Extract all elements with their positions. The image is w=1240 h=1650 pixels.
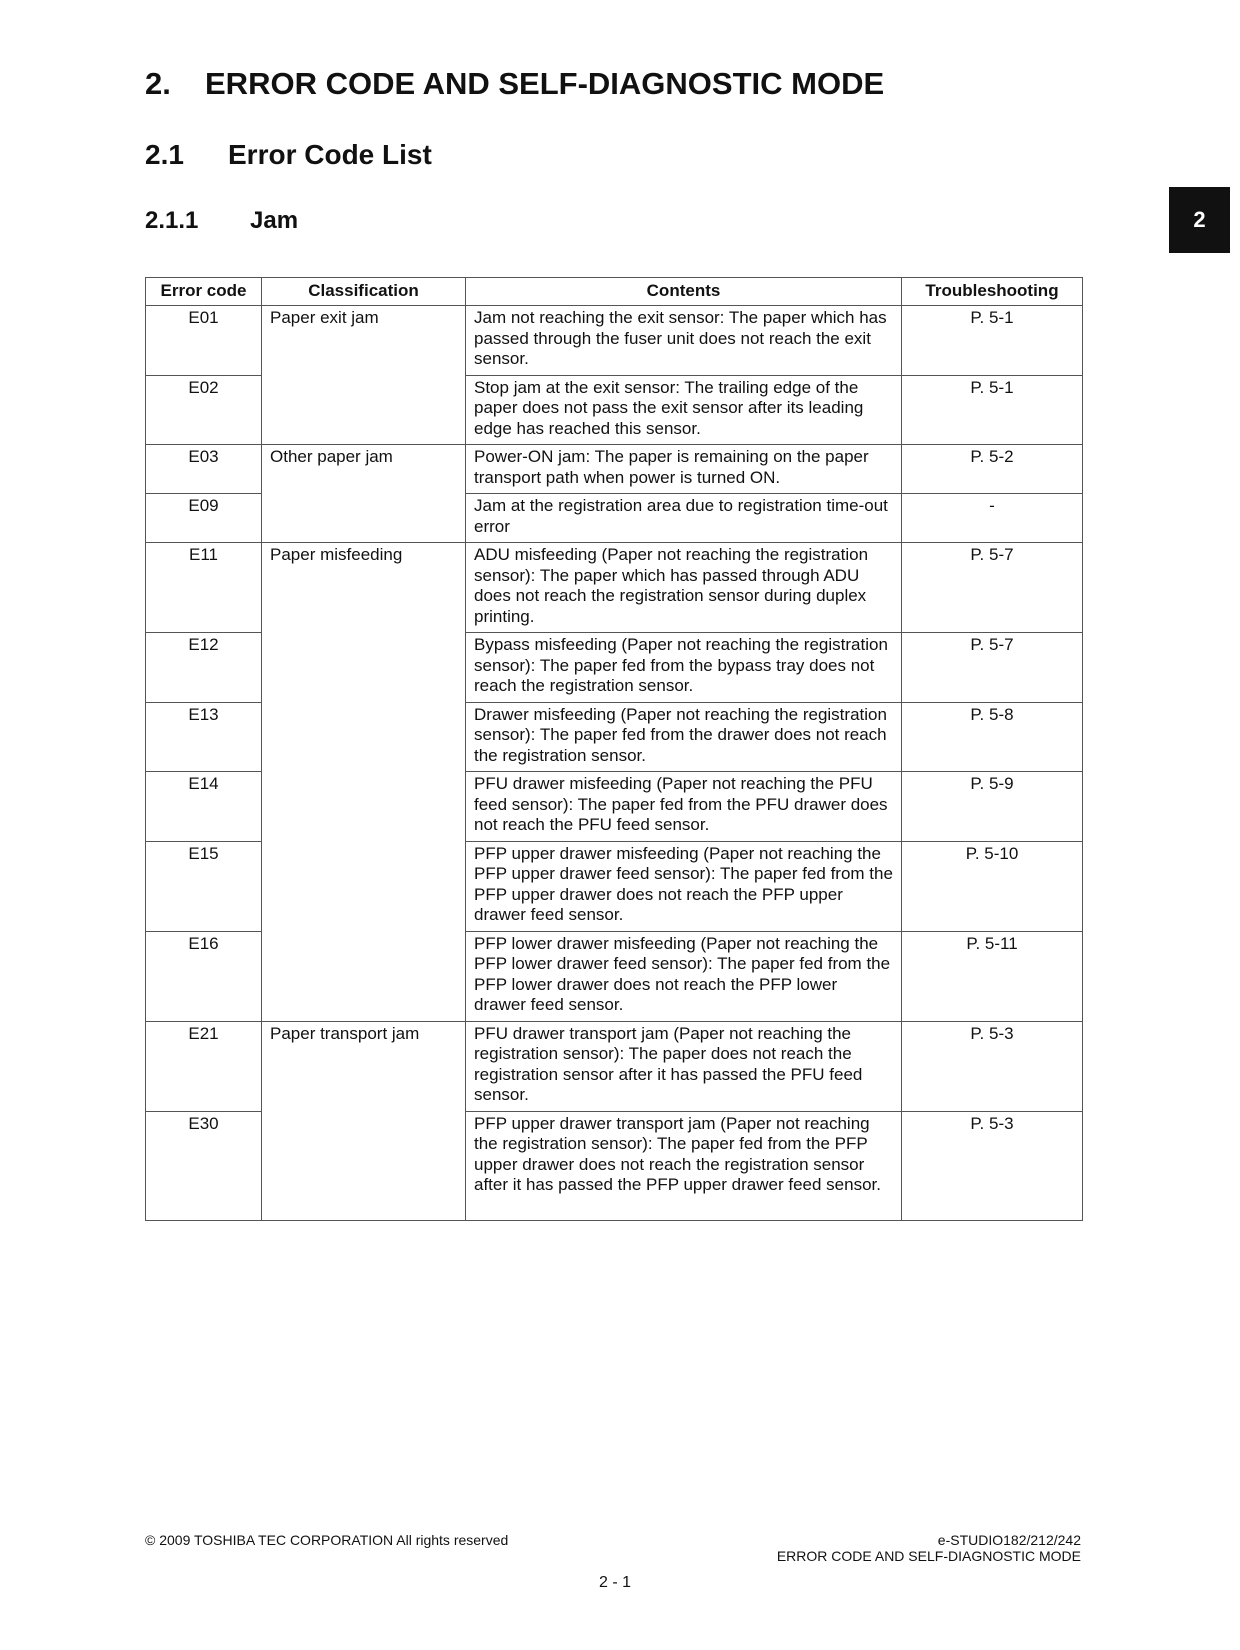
troubleshooting-cell: P. 5-2: [902, 445, 1083, 494]
troubleshooting-cell: P. 5-8: [902, 702, 1083, 772]
footer-model: e-STUDIO182/212/242: [937, 1532, 1081, 1548]
error-code-cell: E11: [146, 543, 262, 633]
error-code-cell: E14: [146, 772, 262, 842]
error-code-cell: E16: [146, 931, 262, 1021]
troubleshooting-cell: P. 5-7: [902, 633, 1083, 703]
classification-cell: Paper exit jam: [262, 306, 466, 445]
error-code-cell: E02: [146, 375, 262, 445]
table-row: [146, 543, 1083, 633]
chapter-heading: [145, 66, 884, 102]
classification-cell: Paper transport jam: [262, 1021, 466, 1220]
troubleshooting-cell: P. 5-11: [902, 931, 1083, 1021]
classification-cell: Other paper jam: [262, 445, 466, 543]
header-contents: Contents: [466, 278, 902, 306]
section-title: Error Code List: [228, 139, 432, 170]
troubleshooting-cell: P. 5-1: [902, 306, 1083, 376]
contents-cell: ADU misfeeding (Paper not reaching the registration sensor): The paper which has passed through ADU does not reach the registration sensor during duplex printing.: [466, 543, 902, 633]
contents-cell: PFU drawer misfeeding (Paper not reaching the PFU feed sensor): The paper fed from the PFU drawer does not reach the PFU feed sensor.: [466, 772, 902, 842]
classification-cell: Paper misfeeding: [262, 543, 466, 1022]
contents-cell: PFP upper drawer misfeeding (Paper not reaching the PFP upper drawer feed sensor): The paper fed from the PFP upper drawer does not reach the PFP upper drawer feed sensor.: [466, 841, 902, 931]
subsection-heading: [145, 207, 298, 235]
error-code-cell: E09: [146, 494, 262, 543]
error-code-cell: E03: [146, 445, 262, 494]
footer-copyright: © 2009 TOSHIBA TEC CORPORATION All rights reserved: [145, 1532, 509, 1548]
error-code-table: [145, 277, 1083, 1221]
section-heading: [145, 139, 432, 171]
troubleshooting-cell: P. 5-9: [902, 772, 1083, 842]
error-code-cell: E30: [146, 1111, 262, 1220]
contents-cell: Power-ON jam: The paper is remaining on the paper transport path when power is turned ON.: [466, 445, 902, 494]
error-code-cell: E12: [146, 633, 262, 703]
header-troubleshooting: Troubleshooting: [902, 278, 1083, 306]
table-row: [146, 1021, 1083, 1111]
contents-cell: Drawer misfeeding (Paper not reaching the registration sensor): The paper fed from the drawer does not reach the registration sensor.: [466, 702, 902, 772]
contents-cell: Stop jam at the exit sensor: The trailing edge of the paper does not pass the exit sensor after its leading edge has reached this sensor.: [466, 375, 902, 445]
subsection-title: Jam: [250, 207, 299, 234]
table-header-row: [146, 278, 1083, 306]
section-number: 2.1: [145, 139, 184, 170]
contents-cell: Jam at the registration area due to registration time-out error: [466, 494, 902, 543]
header-classification: Classification: [262, 278, 466, 306]
chapter-title: ERROR CODE AND SELF-DIAGNOSTIC MODE: [205, 66, 885, 101]
contents-cell: PFU drawer transport jam (Paper not reaching the registration sensor): The paper does not reach the registration sensor after it has passed the PFU feed sensor.: [466, 1021, 902, 1111]
troubleshooting-cell: P. 5-7: [902, 543, 1083, 633]
footer-chapter-title: ERROR CODE AND SELF-DIAGNOSTIC MODE: [776, 1548, 1081, 1564]
troubleshooting-cell: -: [902, 494, 1083, 543]
contents-cell: PFP upper drawer transport jam (Paper not reaching the registration sensor): The paper fed from the PFP upper drawer does not reach the registration sensor after it has passed the PFP upper drawer feed sensor.: [466, 1111, 902, 1220]
page-number: 2 - 1: [598, 1574, 631, 1591]
error-code-cell: E01: [146, 306, 262, 376]
contents-cell: PFP lower drawer misfeeding (Paper not reaching the PFP lower drawer feed sensor): The paper fed from the PFP lower drawer does not reach the PFP lower drawer feed sensor.: [466, 931, 902, 1021]
table-row: [146, 445, 1083, 494]
footer-right: [777, 1532, 1081, 1564]
error-code-cell: E13: [146, 702, 262, 772]
troubleshooting-cell: P. 5-3: [902, 1021, 1083, 1111]
contents-cell: Jam not reaching the exit sensor: The paper which has passed through the fuser unit does not reach the exit sensor.: [466, 306, 902, 376]
chapter-number: 2.: [145, 66, 171, 101]
troubleshooting-cell: P. 5-10: [902, 841, 1083, 931]
troubleshooting-cell: P. 5-3: [902, 1111, 1083, 1220]
subsection-number: 2.1.1: [145, 207, 199, 234]
header-error-code: Error code: [146, 278, 262, 306]
error-code-cell: E15: [146, 841, 262, 931]
chapter-tab: 2: [1169, 187, 1230, 253]
contents-cell: Bypass misfeeding (Paper not reaching the registration sensor): The paper fed from the bypass tray does not reach the registration sensor.: [466, 633, 902, 703]
troubleshooting-cell: P. 5-1: [902, 375, 1083, 445]
error-code-cell: E21: [146, 1021, 262, 1111]
table-row: [146, 306, 1083, 376]
